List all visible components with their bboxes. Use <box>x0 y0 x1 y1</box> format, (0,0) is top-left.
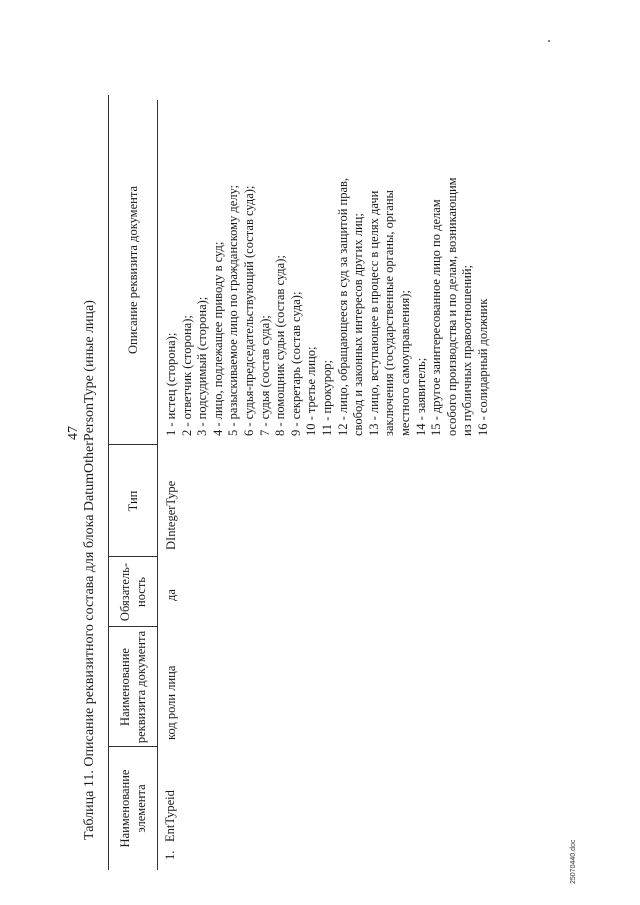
description-line: 9 - секретарь (состав суда); <box>288 291 303 436</box>
description-line: 7 - судья (состав суда); <box>257 315 272 436</box>
header-type: Тип <box>126 490 140 512</box>
doc-requisite-name-cell: код роли лица <box>164 665 178 740</box>
description-line: 4 - лицо, подлежащее приводу в суд; <box>210 241 225 436</box>
description-line: 2 - ответчик (сторона); <box>179 315 194 436</box>
header-required: Обязатель-ность <box>118 562 148 622</box>
required-cell: да <box>164 589 178 601</box>
description-line: свобод и законных интересов других лиц; <box>351 213 366 436</box>
table-top-rule <box>108 95 109 870</box>
description-line: особого производства и по делам, возникающим <box>444 177 459 436</box>
description-line: 6 - судья-председательствующий (состав суда); <box>241 185 256 436</box>
description-line: 10 - третье лицо; <box>304 346 319 436</box>
description-line: 8 - помощник судьи (состав суда); <box>273 255 288 436</box>
description-line: заключения (государственные органы, органы <box>382 190 397 436</box>
description-line: 14 - заявитель; <box>413 357 428 436</box>
description-line: 3 - подсудимый (сторона); <box>195 296 210 436</box>
description-line: 16 - солидарный должник <box>475 298 490 436</box>
description-line: 11 - прокурор; <box>319 359 334 436</box>
header-bottom-rule <box>157 100 158 870</box>
table-caption: Таблица 11. Описание реквизитного состава для блока DatumOtherPersonType (иные лица) <box>82 300 97 840</box>
description-line: местного самоуправления); <box>397 290 412 436</box>
footer-file-name: 25070440.doc <box>570 839 577 884</box>
type-cell: DIntegerType <box>164 480 178 550</box>
description-line: 15 - другое заинтересованное лицо по делам <box>429 199 444 436</box>
element-name-cell: EntTypeid <box>163 790 177 842</box>
description-line: 12 - лицо, обращающееся в суд за защитой прав, <box>335 177 350 436</box>
row-number: 1. <box>163 850 177 860</box>
description-line: 1 - истец (сторона); <box>164 332 178 436</box>
description-line: 13 - лицо, вступающее в процесс в целях дачи <box>366 190 381 436</box>
header-doc-requisite-name: Наименование реквизита документа <box>118 630 148 744</box>
description-line: из публичных правоотношений; <box>460 264 475 436</box>
rotated-page <box>60 20 600 884</box>
description-line: 5 - разыскиваемое лицо по гражданскому делу; <box>226 184 241 436</box>
header-description: Описание реквизита документа <box>126 186 140 354</box>
description-cell <box>164 96 491 436</box>
page-number: 47 <box>66 426 81 440</box>
header-element-name: Наименование элемента <box>118 769 148 848</box>
